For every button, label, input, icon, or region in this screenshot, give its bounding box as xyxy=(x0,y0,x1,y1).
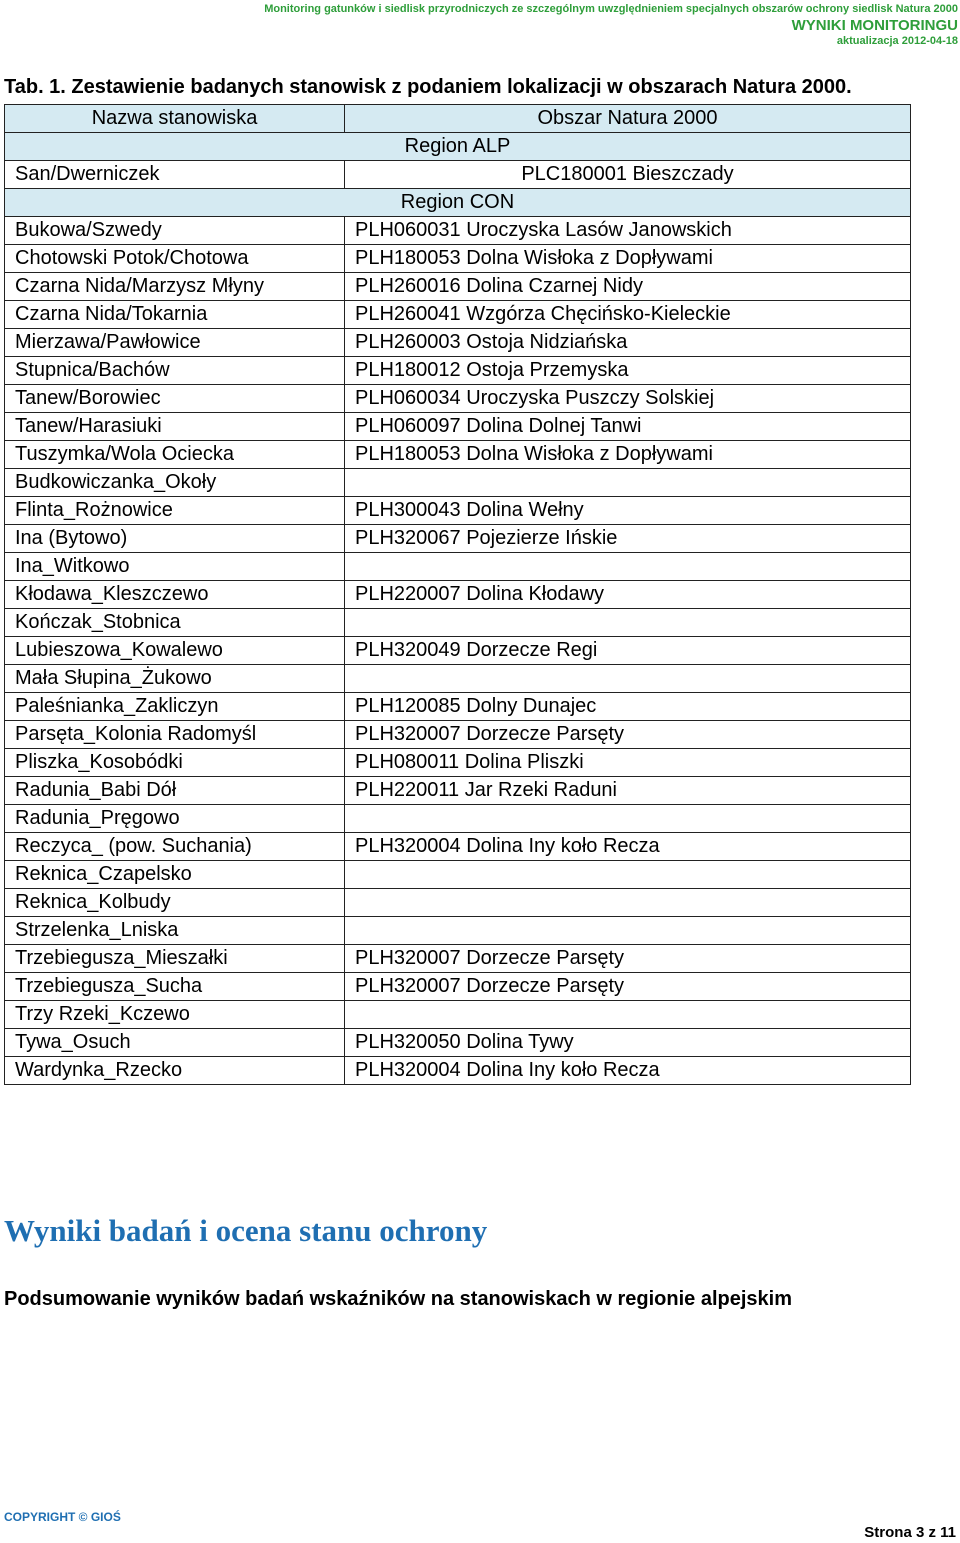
natura-area-cell: PLH300043 Dolina Wełny xyxy=(345,497,911,525)
site-name-cell: Mierzawa/Pawłowice xyxy=(5,329,345,357)
natura-area-cell: PLH180053 Dolna Wisłoka z Dopływami xyxy=(345,441,911,469)
site-name-cell: Paleśnianka_Zakliczyn xyxy=(5,693,345,721)
table-caption: Tab. 1. Zestawienie badanych stanowisk z podaniem lokalizacji w obszarach Natura 2000. xyxy=(4,76,852,98)
natura-area-cell: PLH320067 Pojezierze Ińskie xyxy=(345,525,911,553)
site-name-cell: Tuszymka/Wola Ociecka xyxy=(5,441,345,469)
site-name-cell: Trzy Rzeki_Kczewo xyxy=(5,1001,345,1029)
natura-area-cell xyxy=(345,861,911,889)
copyright-notice: COPYRIGHT © GIOŚ xyxy=(4,1510,121,1524)
page-header xyxy=(264,2,958,48)
site-name-cell: Lubieszowa_Kowalewo xyxy=(5,637,345,665)
site-name-cell: Kończak_Stobnica xyxy=(5,609,345,637)
natura-area-cell: PLH260041 Wzgórza Chęcińsko-Kieleckie xyxy=(345,301,911,329)
site-name-cell: Ina_Witkowo xyxy=(5,553,345,581)
region-label: Region ALP xyxy=(5,133,911,161)
table-row xyxy=(5,357,911,385)
table-row xyxy=(5,861,911,889)
natura-area-cell: PLH060097 Dolina Dolnej Tanwi xyxy=(345,413,911,441)
site-name-cell: Kłodawa_Kleszczewo xyxy=(5,581,345,609)
site-name-cell: Mała Słupina_Żukowo xyxy=(5,665,345,693)
region-row-alp xyxy=(5,133,911,161)
sites-table xyxy=(4,104,911,1085)
natura-area-cell: PLH060034 Uroczyska Puszczy Solskiej xyxy=(345,385,911,413)
natura-area-cell xyxy=(345,665,911,693)
natura-area-cell xyxy=(345,469,911,497)
table-row xyxy=(5,441,911,469)
site-name-cell: Reczyca_ (pow. Suchania) xyxy=(5,833,345,861)
natura-area-cell: PLH220007 Dolina Kłodawy xyxy=(345,581,911,609)
region-label: Region CON xyxy=(5,189,911,217)
table-row xyxy=(5,609,911,637)
site-name-cell: Parsęta_Kolonia Radomyśl xyxy=(5,721,345,749)
table-row xyxy=(5,273,911,301)
table-row xyxy=(5,833,911,861)
header-project-title: Monitoring gatunków i siedlisk przyrodniczych ze szczególnym uwzględnieniem specjalnych obszarów ochrony siedlisk Natura 2000 xyxy=(264,3,958,15)
table-row xyxy=(5,329,911,357)
natura-area-cell: PLH220011 Jar Rzeki Raduni xyxy=(345,777,911,805)
site-name-cell: Wardynka_Rzecko xyxy=(5,1057,345,1085)
site-name-cell: Tanew/Harasiuki xyxy=(5,413,345,441)
table-row xyxy=(5,693,911,721)
column-header-site-name: Nazwa stanowiska xyxy=(5,105,345,133)
natura-area-cell xyxy=(345,805,911,833)
natura-area-cell: PLH180053 Dolna Wisłoka z Dopływami xyxy=(345,245,911,273)
site-name-cell: Tywa_Osuch xyxy=(5,1029,345,1057)
table-header-row xyxy=(5,105,911,133)
table-row xyxy=(5,917,911,945)
table-row xyxy=(5,301,911,329)
section-title: Wyniki badań i ocena stanu ochrony xyxy=(4,1213,488,1248)
natura-area-cell: PLH080011 Dolina Pliszki xyxy=(345,749,911,777)
site-name-cell: San/Dwerniczek xyxy=(5,161,345,189)
header-update-date: aktualizacja 2012-04-18 xyxy=(836,35,958,47)
natura-area-cell: PLH180012 Ostoja Przemyska xyxy=(345,357,911,385)
table-row xyxy=(5,1029,911,1057)
site-name-cell: Trzebiegusza_Sucha xyxy=(5,973,345,1001)
column-header-natura-area: Obszar Natura 2000 xyxy=(345,105,911,133)
table-row xyxy=(5,889,911,917)
natura-area-cell: PLC180001 Bieszczady xyxy=(345,161,911,189)
site-name-cell: Pliszka_Kosobódki xyxy=(5,749,345,777)
natura-area-cell xyxy=(345,917,911,945)
section-subtitle: Podsumowanie wyników badań wskaźników na stanowiskach w regionie alpejskim xyxy=(4,1288,792,1310)
table-row xyxy=(5,469,911,497)
natura-area-cell: PLH260016 Dolina Czarnej Nidy xyxy=(345,273,911,301)
natura-area-cell: PLH320049 Dorzecze Regi xyxy=(345,637,911,665)
table-row xyxy=(5,805,911,833)
header-results-label: WYNIKI MONITORINGU xyxy=(791,17,958,34)
table-row xyxy=(5,945,911,973)
table-row xyxy=(5,385,911,413)
table-row xyxy=(5,245,911,273)
natura-area-cell: PLH120085 Dolny Dunajec xyxy=(345,693,911,721)
table-row xyxy=(5,665,911,693)
site-name-cell: Flinta_Rożnowice xyxy=(5,497,345,525)
site-name-cell: Ina (Bytowo) xyxy=(5,525,345,553)
site-name-cell: Czarna Nida/Tokarnia xyxy=(5,301,345,329)
site-name-cell: Czarna Nida/Marzysz Młyny xyxy=(5,273,345,301)
table-row xyxy=(5,637,911,665)
table-row xyxy=(5,161,911,189)
site-name-cell: Radunia_Babi Dół xyxy=(5,777,345,805)
site-name-cell: Stupnica/Bachów xyxy=(5,357,345,385)
site-name-cell: Budkowiczanka_Okoły xyxy=(5,469,345,497)
table-row xyxy=(5,1057,911,1085)
table-row xyxy=(5,553,911,581)
natura-area-cell xyxy=(345,553,911,581)
page-number: Strona 3 z 11 xyxy=(864,1524,956,1541)
table-row xyxy=(5,525,911,553)
natura-area-cell xyxy=(345,609,911,637)
natura-area-cell: PLH320004 Dolina Iny koło Recza xyxy=(345,833,911,861)
table-row xyxy=(5,497,911,525)
natura-area-cell: PLH320007 Dorzecze Parsęty xyxy=(345,945,911,973)
table-row xyxy=(5,749,911,777)
natura-area-cell: PLH320050 Dolina Tywy xyxy=(345,1029,911,1057)
table-row xyxy=(5,777,911,805)
table-row xyxy=(5,973,911,1001)
table-row xyxy=(5,721,911,749)
natura-area-cell: PLH320007 Dorzecze Parsęty xyxy=(345,973,911,1001)
site-name-cell: Reknica_Kolbudy xyxy=(5,889,345,917)
site-name-cell: Bukowa/Szwedy xyxy=(5,217,345,245)
natura-area-cell: PLH260003 Ostoja Nidziańska xyxy=(345,329,911,357)
natura-area-cell xyxy=(345,889,911,917)
site-name-cell: Trzebiegusza_Mieszałki xyxy=(5,945,345,973)
region-row-con xyxy=(5,189,911,217)
natura-area-cell: PLH320007 Dorzecze Parsęty xyxy=(345,721,911,749)
natura-area-cell xyxy=(345,1001,911,1029)
natura-area-cell: PLH320004 Dolina Iny koło Recza xyxy=(345,1057,911,1085)
site-name-cell: Strzelenka_Lniska xyxy=(5,917,345,945)
site-name-cell: Reknica_Czapelsko xyxy=(5,861,345,889)
table-row xyxy=(5,217,911,245)
table-row xyxy=(5,413,911,441)
table-row xyxy=(5,1001,911,1029)
table-row xyxy=(5,581,911,609)
natura-area-cell: PLH060031 Uroczyska Lasów Janowskich xyxy=(345,217,911,245)
site-name-cell: Tanew/Borowiec xyxy=(5,385,345,413)
site-name-cell: Radunia_Pręgowo xyxy=(5,805,345,833)
site-name-cell: Chotowski Potok/Chotowa xyxy=(5,245,345,273)
